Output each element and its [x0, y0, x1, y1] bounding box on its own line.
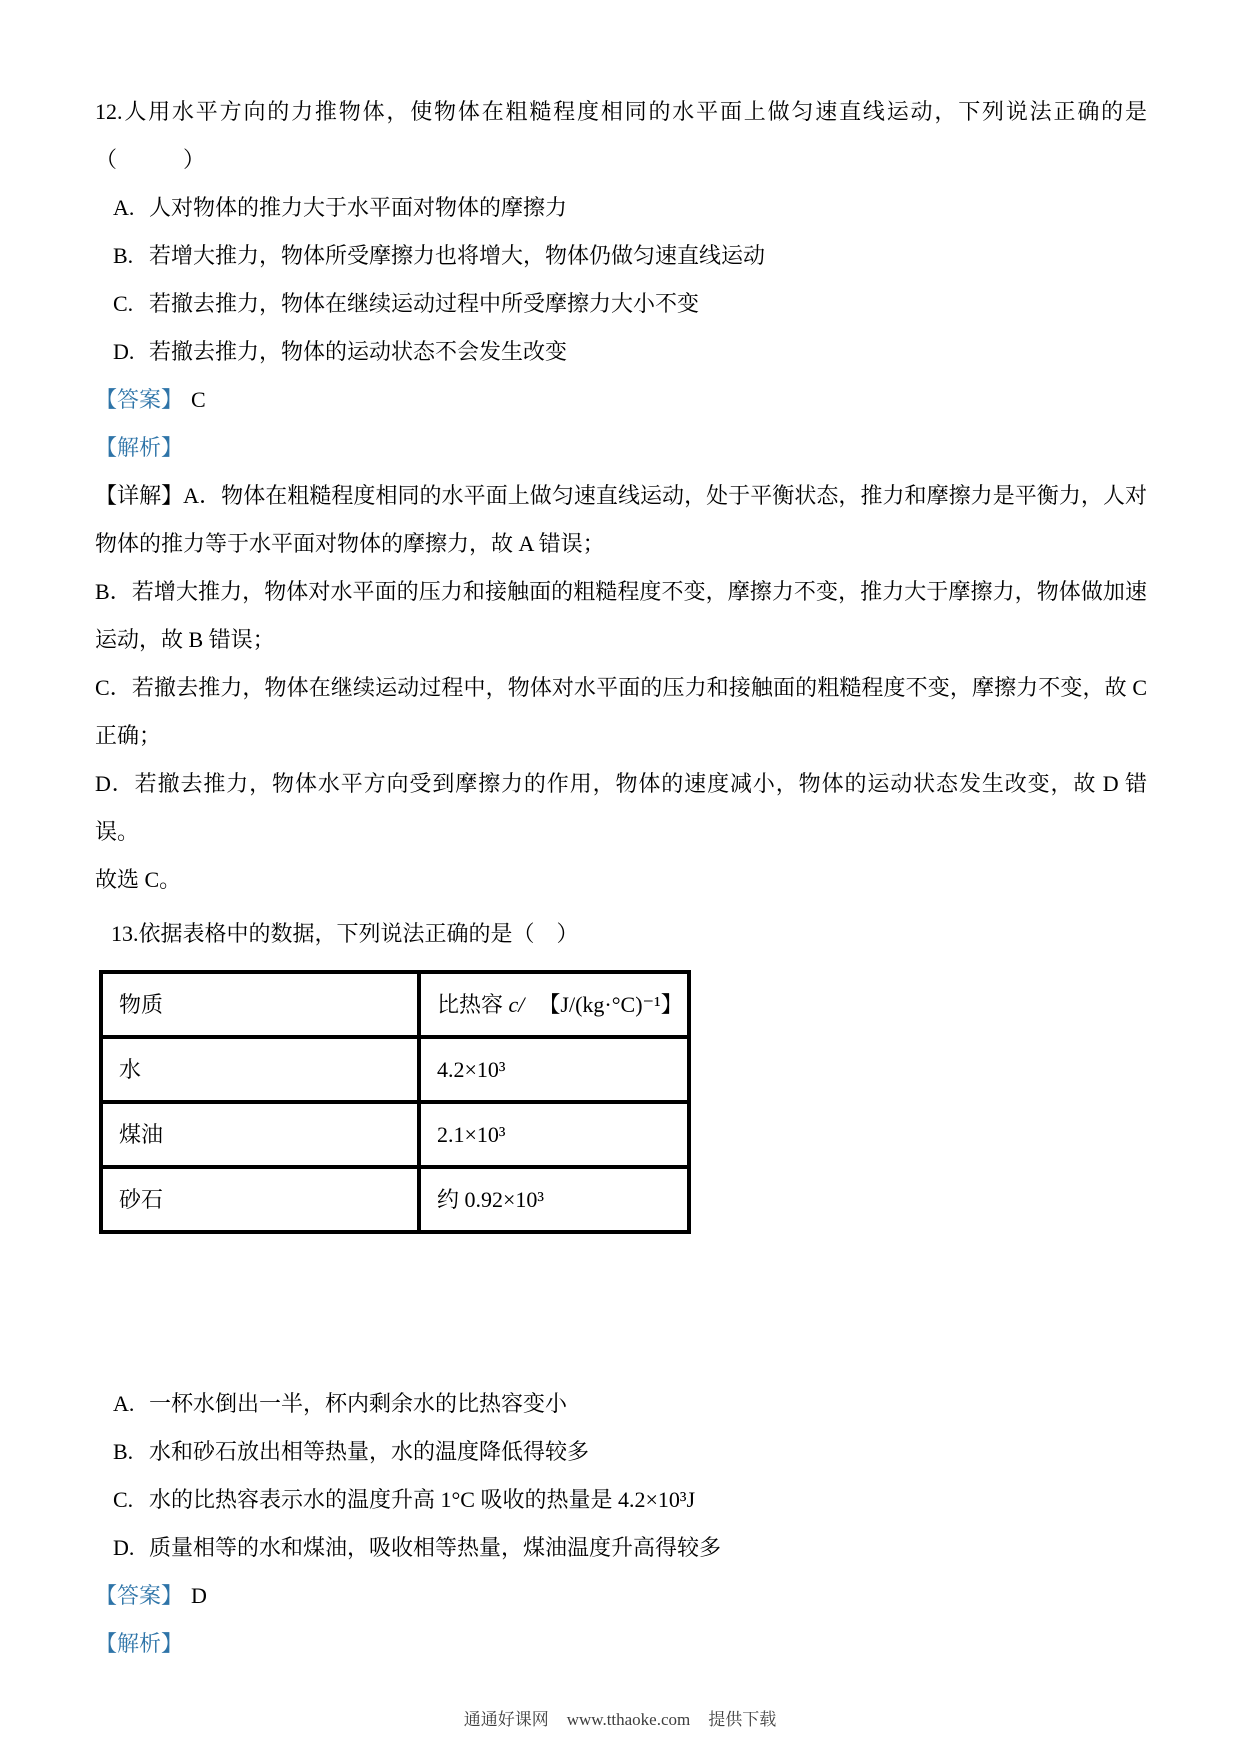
- capacity-label: 比热容: [437, 991, 509, 1017]
- option-label: C.: [113, 291, 134, 316]
- question-12-option-b: [95, 232, 1147, 280]
- option-text: 水的比热容表示水的温度升高 1°C 吸收的热量是 4.2×10³J: [149, 1487, 696, 1512]
- answer-marker: 【答案】: [95, 387, 184, 412]
- option-label: D.: [113, 1535, 135, 1560]
- question-12-analysis-line: [95, 424, 1147, 472]
- table-header-row: [101, 972, 689, 1037]
- question-13-option-d: [95, 1524, 1147, 1572]
- option-label: B.: [113, 243, 134, 268]
- value-cell: 约 0.92×10³: [419, 1167, 689, 1232]
- footer-watermark: [0, 1705, 1240, 1735]
- question-12-explanation-paragraph-c: C．若撤去推力，物体在继续运动过程中，物体对水平面的压力和接触面的粗糙程度不变，摩擦力不变，故 C 正确；: [95, 675, 1147, 748]
- analysis-marker: 【解析】: [95, 435, 184, 460]
- table-row-sandstone: [101, 1167, 689, 1232]
- answer-value: C: [191, 387, 206, 412]
- table-header-substance: 物质: [101, 972, 419, 1037]
- option-label: A.: [113, 1391, 135, 1416]
- question-12-answer-line: [95, 376, 1147, 424]
- capacity-unit: 【J/(kg·°C)⁻¹】: [538, 991, 683, 1017]
- option-text: 若撤去推力，物体的运动状态不会发生改变: [149, 339, 568, 364]
- option-label: C.: [113, 1487, 134, 1512]
- page-content: [95, 88, 1147, 1668]
- option-text: 水和砂石放出相等热量，水的温度降低得较多: [149, 1439, 590, 1464]
- specific-heat-table: [99, 970, 691, 1234]
- question-12-option-c: [95, 280, 1147, 328]
- answer-marker: 【答案】: [95, 1583, 184, 1608]
- question-13-option-c: [95, 1476, 1147, 1524]
- footer-url: www.tthaoke.com: [566, 1710, 691, 1729]
- option-text: 若撤去推力，物体在继续运动过程中所受摩擦力大小不变: [149, 291, 700, 316]
- substance-cell: 砂石: [101, 1167, 419, 1232]
- option-text: 人对物体的推力大于水平面对物体的摩擦力: [149, 195, 568, 220]
- question-13-answer-line: [95, 1572, 1147, 1620]
- analysis-marker: 【解析】: [95, 1631, 184, 1656]
- question-12-conclusion: 故选 C。: [95, 867, 182, 892]
- option-text: 一杯水倒出一半，杯内剩余水的比热容变小: [149, 1391, 568, 1416]
- question-13-option-a: [95, 1380, 1147, 1428]
- question-12-option-a: [95, 184, 1147, 232]
- question-13-option-b: [95, 1428, 1147, 1476]
- value-cell: 2.1×10³: [419, 1102, 689, 1167]
- question-12-stem: 12.人用水平方向的力推物体，使物体在粗糙程度相同的水平面上做匀速直线运动，下列说法正确的是（ ）: [95, 99, 1147, 172]
- option-text: 质量相等的水和煤油，吸收相等热量，煤油温度升高得较多: [149, 1535, 722, 1560]
- question-13-analysis-line: [95, 1620, 1147, 1668]
- capacity-symbol: c/: [508, 991, 525, 1017]
- question-12-explanation-paragraph-d: D．若撤去推力，物体水平方向受到摩擦力的作用，物体的速度减小，物体的运动状态发生改变，故 D 错误。: [95, 771, 1147, 844]
- substance-cell: 水: [101, 1037, 419, 1102]
- question-12-option-d: [95, 328, 1147, 376]
- option-label: B.: [113, 1439, 134, 1464]
- question-12-explanation-paragraph-a: 【详解】A．物体在粗糙程度相同的水平面上做匀速直线运动，处于平衡状态，推力和摩擦力是平衡力，人对物体的推力等于水平面对物体的摩擦力，故 A 错误；: [95, 483, 1147, 556]
- footer-site-name: 通通好课网: [463, 1710, 549, 1729]
- question-12-explanation-paragraph-b: B．若增大推力，物体对水平面的压力和接触面的粗糙程度不变，摩擦力不变，推力大于摩擦力，物体做加速运动，故 B 错误；: [95, 579, 1147, 652]
- substance-cell: 煤油: [101, 1102, 419, 1167]
- table-row-kerosene: [101, 1102, 689, 1167]
- table-header-capacity: [419, 972, 689, 1037]
- question-13-stem: 13.依据表格中的数据，下列说法正确的是（ ）: [111, 921, 579, 946]
- option-label: D.: [113, 339, 135, 364]
- table-row-water: [101, 1037, 689, 1102]
- answer-value: D: [191, 1583, 207, 1608]
- footer-suffix: 提供下载: [708, 1710, 777, 1729]
- value-cell: 4.2×10³: [419, 1037, 689, 1102]
- option-text: 若增大推力，物体所受摩擦力也将增大，物体仍做匀速直线运动: [149, 243, 766, 268]
- option-label: A.: [113, 195, 135, 220]
- question-13-options: [95, 1380, 1147, 1572]
